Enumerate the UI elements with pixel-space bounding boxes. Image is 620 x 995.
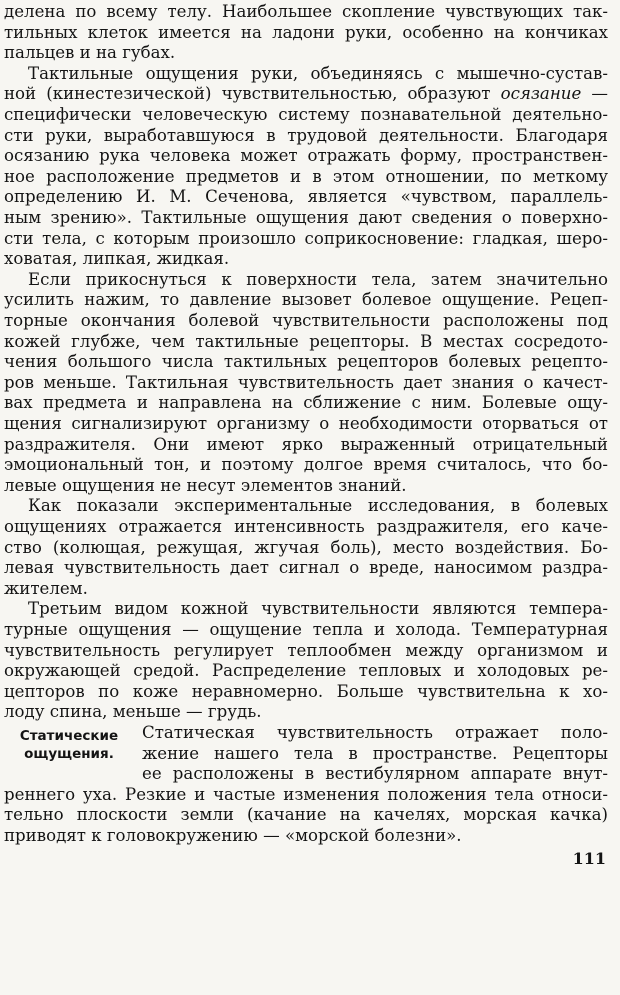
text-line: приводят к головокружению — «морской болезни». <box>4 826 462 845</box>
text-line: определению И. М. Сеченова, является «чувством, параллель- <box>4 187 608 207</box>
side-heading-line: Статические <box>19 728 119 744</box>
text-line: турные ощущения — ощущение тепла и холода. Температурная <box>4 620 608 639</box>
text-line: эмоциональный тон, и поэтому долгое время считалось, что бо- <box>4 455 608 475</box>
text-line: ховатая, липкая, жидкая. <box>4 249 230 269</box>
text-line: сти руки, выработавшуюся в трудовой деятельности. Благодаря <box>4 125 608 145</box>
text-line: сти тела, с которым произошло соприкосновение: гладкая, шеро- <box>4 228 608 248</box>
side-heading-line: ощущения. <box>24 746 114 762</box>
side-heading <box>6 727 132 763</box>
text-line: ное расположение предметов и в этом отношении, по меткому <box>4 166 608 186</box>
text-line: кожей глубже, чем тактильные рецепторы. В местах сосредото- <box>4 331 608 351</box>
text-line: тельно плоскости земли (качание на качелях, морская качка) <box>4 805 608 825</box>
text-line: окружающей средой. Распределение тепловых и холодовых ре- <box>4 661 608 681</box>
text-line: ным зрению». Тактильные ощущения дают сведения о поверхно- <box>4 208 608 227</box>
text-line: делена по всему телу. Наибольшее скопление чувствующих так- <box>4 2 608 21</box>
text-line: ров меньше. Тактильная чувствительность дает знания о качест- <box>4 372 608 392</box>
text-line: вах предмета и направлена на сближение с ним. Болевые ощу- <box>4 393 608 413</box>
text-line: чения большого числа тактильных рецепторов болевых рецепто- <box>4 352 608 372</box>
text-line: левая чувствительность дает сигнал о вреде, наносимом раздра- <box>4 558 608 578</box>
text-line: Если прикоснуться к поверхности тела, затем значительно <box>28 269 608 289</box>
text-line: ее расположены в вестибулярном аппарате внут- <box>142 764 608 784</box>
text-fragment: ной (кинестезической) чувствительностью, образуют осязание — <box>4 84 609 104</box>
text-line: усилить нажим, то давление вызовет болевое ощущение. Рецеп- <box>4 290 608 310</box>
text-line: ство (колющая, режущая, жгучая боль), место воздействия. Бо- <box>4 537 608 557</box>
text-line: Статическая чувствительность отражает поло- <box>142 723 608 742</box>
text-line: цепторов по коже неравномерно. Больше чувствительна к хо- <box>4 681 608 701</box>
text-line: щения сигнализируют организму о необходимости оторваться от <box>4 414 608 433</box>
text-line: Третьим видом кожной чувствительности являются темпера- <box>28 599 608 619</box>
term-emphasis: осязание <box>500 84 582 104</box>
text-line: жение нашего тела в пространстве. Рецепторы <box>142 743 608 763</box>
text-line <box>4 84 608 105</box>
text-line: чувствительность регулирует теплообмен между организмом и <box>4 640 608 660</box>
text-line: пальцев и на губах. <box>4 43 176 63</box>
text-line: левые ощущения не несут элементов знаний. <box>4 475 407 495</box>
page-number: 111 <box>572 848 606 868</box>
text-line: жителем. <box>4 578 88 598</box>
text-line: тильных клеток имеется на ладони руки, особенно на кончиках <box>4 22 608 42</box>
text-line: Тактильные ощущения руки, объединяясь с мышечно-сустав- <box>28 63 608 83</box>
text-line: Как показали экспериментальные исследования, в болевых <box>28 496 608 516</box>
text-line: раздражителя. Они имеют ярко выраженный отрицательный <box>4 434 608 454</box>
text-line: лоду спина, меньше — грудь. <box>4 702 262 722</box>
text-line: торные окончания болевой чувствительности расположены под <box>4 311 608 330</box>
text-line: специфически человеческую систему познавательной деятельно- <box>4 105 608 124</box>
text-line: осязанию рука человека может отражать форму, пространствен- <box>4 146 608 166</box>
text-line: ощущениях отражается интенсивность раздражителя, его каче- <box>4 517 608 536</box>
text-line: реннего уха. Резкие и частые изменения положения тела относи- <box>4 784 608 804</box>
